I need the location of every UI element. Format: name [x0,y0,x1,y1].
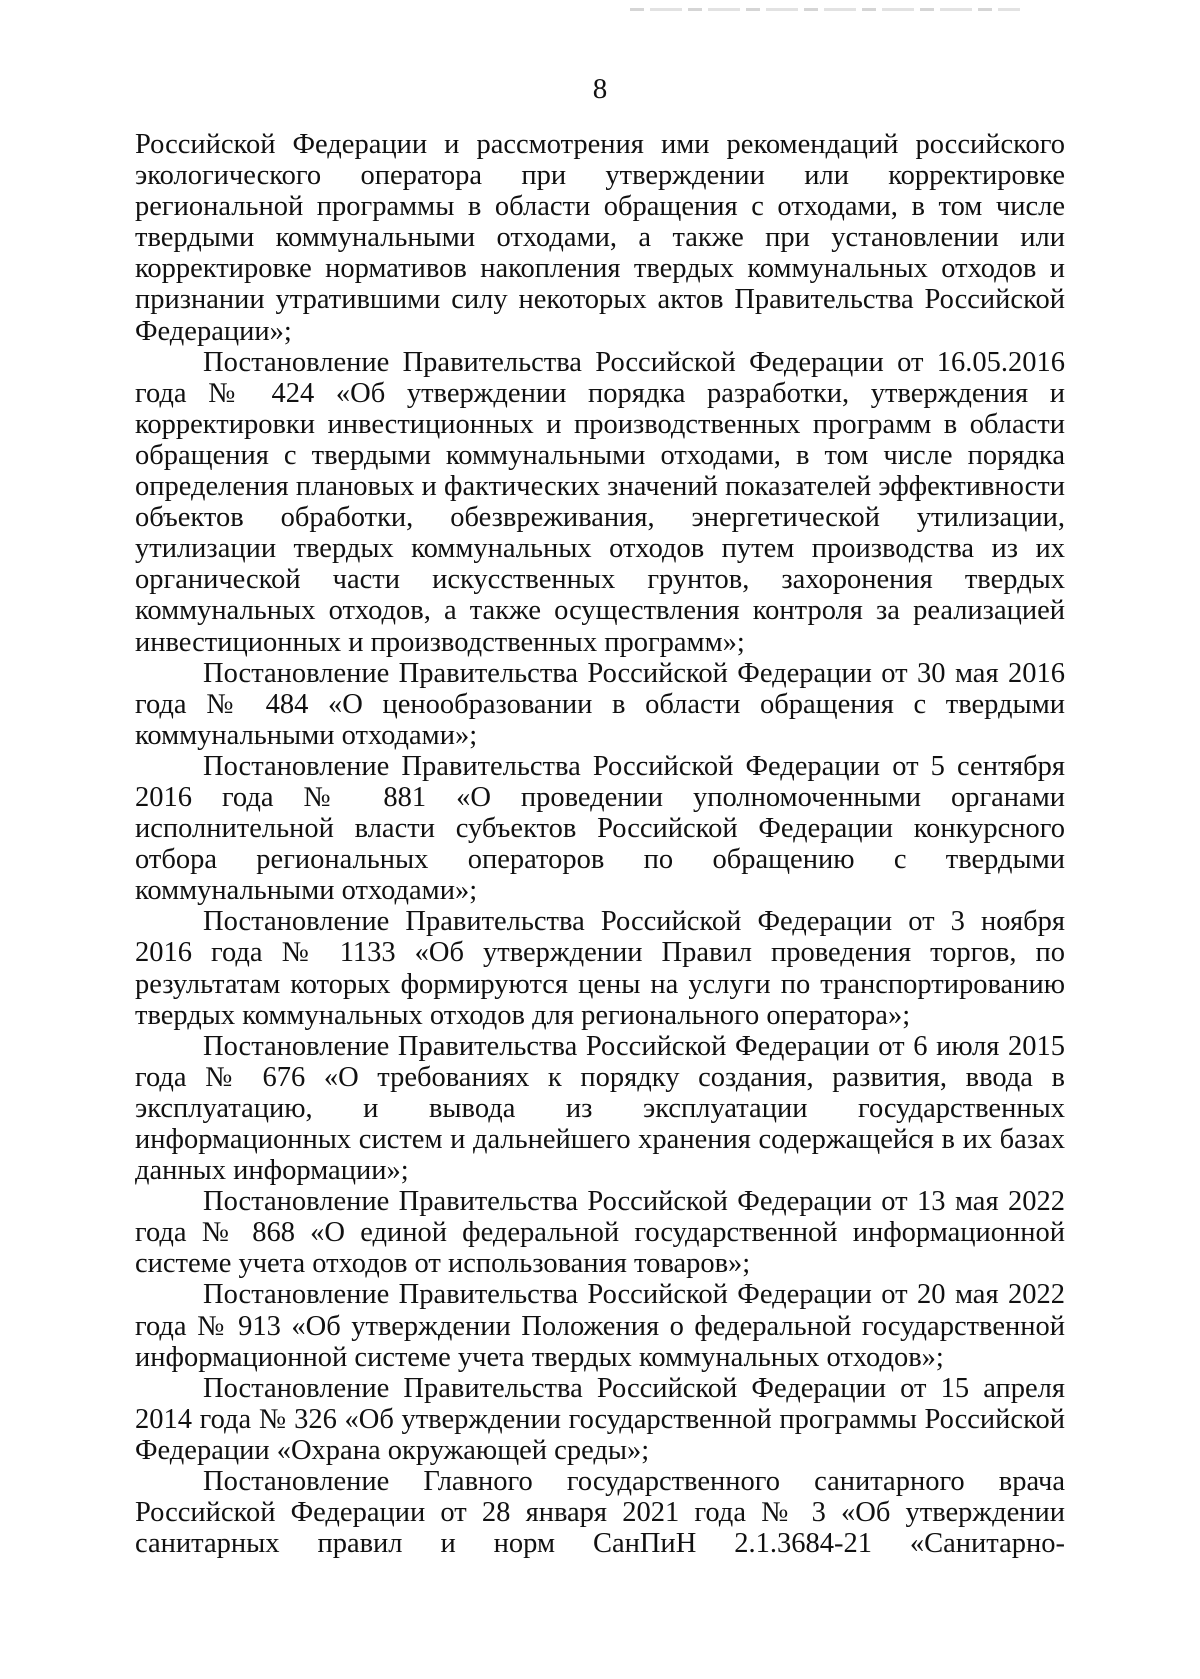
paragraph-decree-424: Постановление Правительства Российской Федерации от 16.05.2016 года № 424 «Об утверждении порядка разработки, утверждения и корректировки инвестиционных и производственных программ в области обращения с твердыми коммунальными отходами, в том числе порядка определения плановых и фактических значений показателей эффективности объектов обработки, обезвреживания, энергетической утилизации, утилизации твердых коммунальных отходов путем производства из их органической части искусственных грунтов, захоронения твердых коммунальных отходов, а также осуществления контроля за реализацией инвестиционных и производственных программ»; [135,346,1065,658]
paragraph-decree-676: Постановление Правительства Российской Федерации от 6 июля 2015 года № 676 «О требованиях к порядку создания, развития, ввода в эксплуатацию, и вывода из эксплуатации государственных информационных систем и дальнейшего хранения содержащейся в их базах данных информации»; [135,1030,1065,1187]
document-body [135,129,1065,1559]
paragraph-decree-913: Постановление Правительства Российской Федерации от 20 мая 2022 года № 913 «Об утверждении Положения о федеральной государственной информационной системе учета твердых коммунальных отходов»; [135,1279,1065,1373]
paragraph-decree-1133: Постановление Правительства Российской Федерации от 3 ноября 2016 года № 1133 «Об утверждении Правил проведения торгов, по результатам которых формируются цены на услуги по транспортированию твердых коммунальных отходов для регионального оператора»; [135,906,1065,1031]
paragraph-decree-484: Постановление Правительства Российской Федерации от 30 мая 2016 года № 484 «О ценообразовании в области обращения с твердыми коммунальными отходами»; [135,657,1065,751]
paragraph-decree-868: Постановление Правительства Российской Федерации от 13 мая 2022 года № 868 «О единой федеральной государственной информационной системе учета отходов от использования товаров»; [135,1186,1065,1280]
paragraph-decree-881: Постановление Правительства Российской Федерации от 5 сентября 2016 года № 881 «О проведении уполномоченными органами исполнительной власти субъектов Российской Федерации конкурсного отбора региональных операторов по обращению с твердыми коммунальными отходами»; [135,750,1065,907]
page-number: 8 [592,73,608,105]
paragraph-sanpin-resolution: Постановление Главного государственного санитарного врача Российской Федерации от 28 января 2021 года № 3 «Об утверждении санитарных правил и норм СанПиН 2.1.3684-21 «Санитарно- [135,1466,1065,1560]
scan-artifact [630,8,1020,11]
paragraph-continuation: Российской Федерации и рассмотрения ими рекомендаций российского экологического оператора при утверждении или корректировке региональной программы в области обращения с отходами, в том числе твердыми коммунальными отходами, а также при установлении или корректировке нормативов накопления твердых коммунальных отходов и признании утратившими силу некоторых актов Правительства Российской Федерации»; [135,129,1065,347]
paragraph-decree-326: Постановление Правительства Российской Федерации от 15 апреля 2014 года № 326 «Об утверждении государственной программы Российской Федерации «Охрана окружающей среды»; [135,1372,1065,1466]
